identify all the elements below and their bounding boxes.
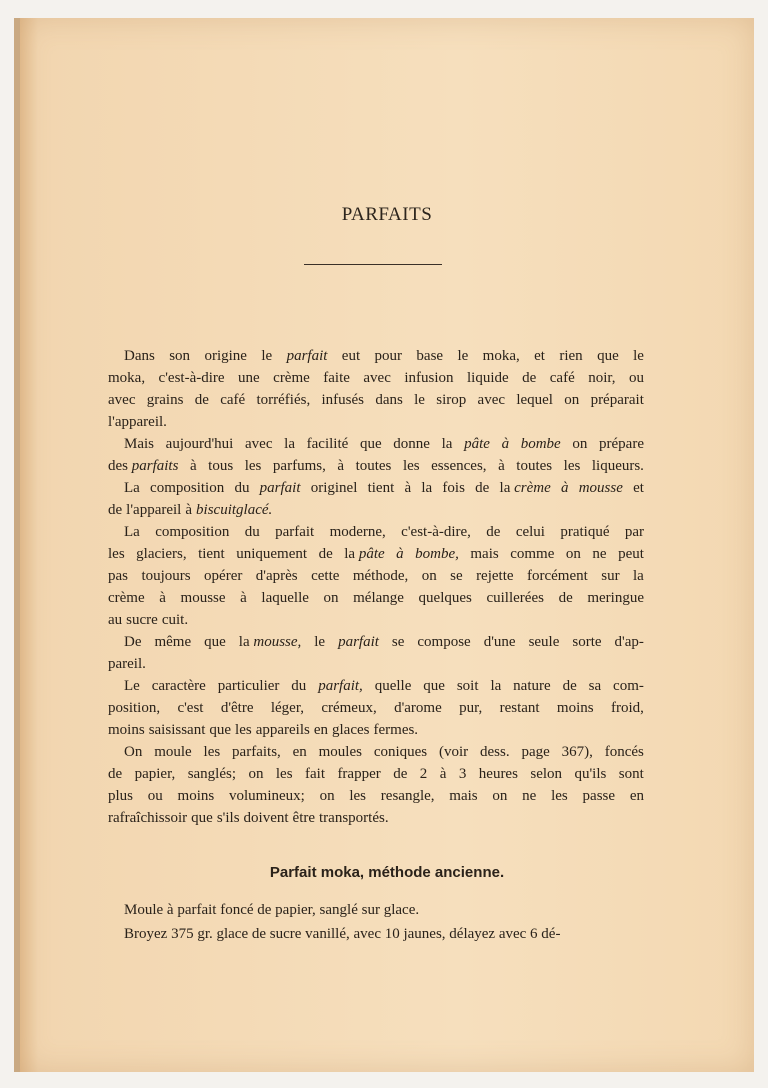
text-line: De même que la mousse, le parfait se compose d'une seule sorte d'ap- [124, 634, 644, 650]
text-line: moka, c'est-à-dire une crème faite avec infusion liquide de café noir, ou [108, 370, 644, 386]
text-line: Le caractère particulier du parfait, quelle que soit la nature de sa com- [124, 678, 644, 694]
text-line: de l'appareil à biscuit glacé. [108, 502, 273, 518]
text-line: La composition du parfait moderne, c'est-à-dire, de celui pratiqué par [124, 524, 644, 540]
text-line: des parfaits à tous les parfums, à toutes les essences, à toutes les liqueurs. [108, 458, 644, 474]
text-line: avec grains de café torréfiés, infusés dans le sirop avec lequel on préparait [108, 392, 644, 408]
intro-text [108, 345, 644, 829]
text-line: Mais aujourd'hui avec la facilité que donne la pâte à bombe on prépare [124, 436, 644, 452]
text-line: au sucre cuit. [108, 612, 189, 628]
text-line: pas toujours opérer d'après cette méthode, on se rejette forcément sur la [108, 568, 644, 584]
text-line: pareil. [108, 656, 146, 672]
book-page [14, 18, 754, 1072]
text-line: les glaciers, tient uniquement de la pâte à bombe, mais comme on ne peut [108, 546, 644, 562]
section-heading: Parfait moka, méthode ancienne. [269, 864, 505, 881]
text-line: On moule les parfaits, en moules coniques (voir dess. page 367), foncés [124, 744, 644, 760]
text-line: rafraîchissoir que s'ils doivent être transportés. [108, 810, 389, 826]
recipe-text [108, 898, 644, 946]
title-rule [304, 264, 442, 265]
text-line: Dans son origine le parfait eut pour base le moka, et rien que le [124, 348, 644, 364]
page-title: PARFAITS [341, 204, 433, 225]
text-line: moins saisissant que les appareils en glaces fermes. [108, 722, 419, 738]
text-line: l'appareil. [108, 414, 167, 430]
recipe-line-2: Broyez 375 gr. glace de sucre vanillé, avec 10 jaunes, délayez avec 6 dé- [124, 926, 561, 942]
recipe-line-1: Moule à parfait foncé de papier, sanglé sur glace. [124, 902, 420, 918]
text-line: position, c'est d'être léger, crémeux, d'arome pur, restant moins froid, [108, 700, 644, 716]
text-line: La composition du parfait originel tient à la fois de la crème à mousse et [124, 480, 644, 496]
text-line: plus ou moins volumineux; on les resangle, mais on ne les passe en [108, 788, 644, 804]
text-line: de papier, sanglés; on les fait frapper de 2 à 3 heures selon qu'ils sont [108, 766, 644, 782]
text-line: crème à mousse à laquelle on mélange quelques cuillerées de meringue [108, 590, 644, 606]
